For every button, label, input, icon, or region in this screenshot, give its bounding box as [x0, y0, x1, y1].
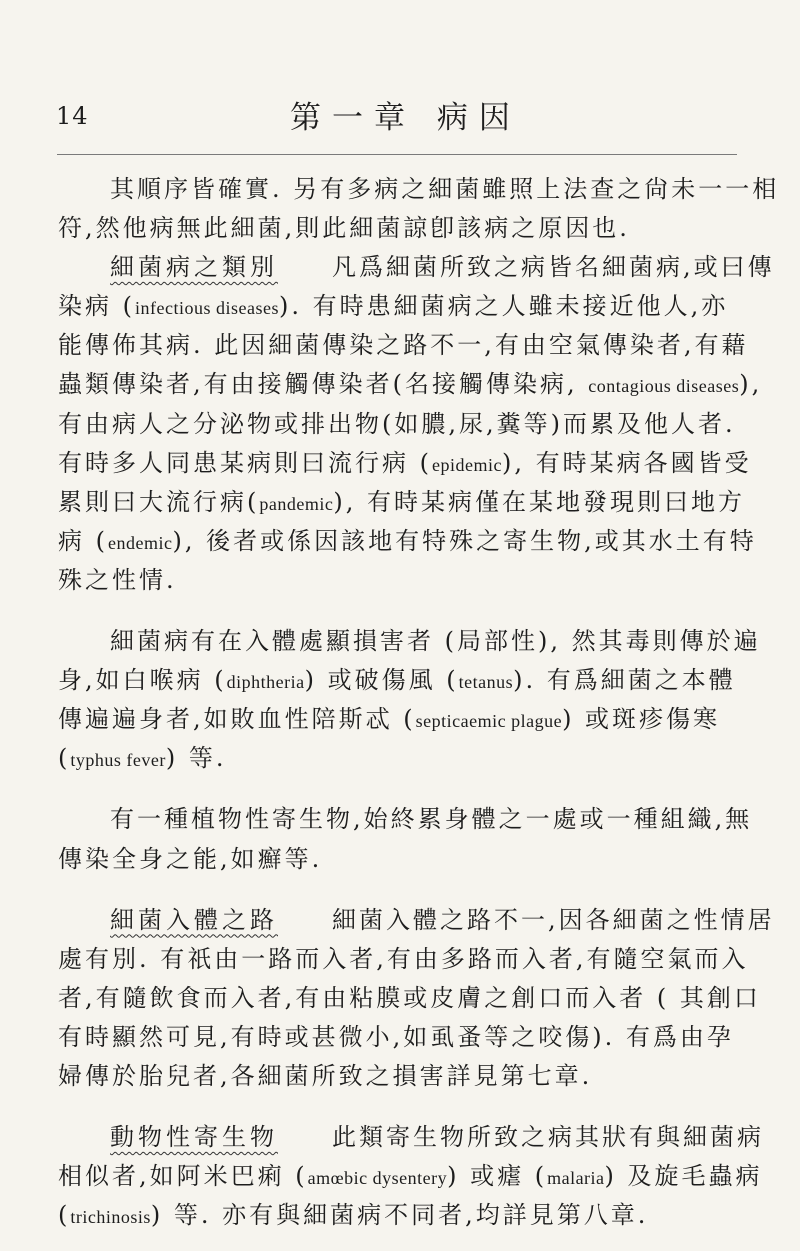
latin-term: typhus fever [70, 750, 166, 771]
latin-term: amœbic dysentery [307, 1168, 448, 1189]
text-line [58, 739, 748, 778]
text-line [58, 940, 748, 979]
paragraph-gap [58, 1096, 748, 1118]
text-line [58, 1018, 748, 1057]
text-line [58, 1196, 748, 1235]
latin-term: pandemic [259, 493, 334, 514]
text-line [58, 1057, 748, 1096]
text-run: 符,然他病無此細菌,則此細菌諒卽該病之原因也. [58, 214, 630, 243]
text-line [58, 248, 775, 287]
section-heading: 細菌入體之路 [110, 905, 278, 934]
latin-term: diphtheria [226, 672, 305, 693]
text-run: 此類寄生物所致之病其狀有與細菌病 [332, 1123, 764, 1152]
text-run: ), 有時某病各國皆受 [501, 448, 752, 477]
paragraph-gap [58, 879, 748, 901]
latin-term: septicaemic plague [415, 711, 563, 732]
text-run: 細菌入體之路不一,因各細菌之性情居 [332, 905, 775, 934]
section-heading: 細菌病之類別 [110, 253, 278, 282]
text-run: 有由病人之分泌物或排出物(如膿,尿,糞等)而累及他人者. [58, 409, 736, 438]
text-run: 殊之性情. [58, 565, 177, 594]
text-line [58, 622, 761, 661]
text-run: 有一種植物性寄生物,始終累身體之一處或一種組織,無 [110, 805, 753, 834]
text-run: 凡爲細菌所致之病皆名細菌病,或曰傳 [332, 253, 775, 282]
text-run: ) 及旋毛蟲病 [604, 1162, 763, 1191]
text-line [58, 1118, 764, 1157]
paragraph [58, 622, 761, 778]
text-run: 婦傳於胎兒者,各細菌所致之損害詳見第七章. [58, 1061, 593, 1090]
text-run: 身,如白喉病 ( [58, 666, 227, 695]
text-line [58, 979, 761, 1018]
text-run: ), 有時某病僅在某地發現則曰地方 [333, 487, 745, 516]
latin-term: epidemic [432, 454, 502, 475]
latin-term: tetanus [458, 672, 514, 693]
text-line [58, 661, 748, 700]
paragraph [58, 800, 753, 878]
text-line [58, 483, 748, 522]
chapter-title: 第一章 病因 [290, 100, 521, 136]
text-run: 能傳佈其病. 此因細菌傳染之路不一,有由空氣傳染者,有藉 [58, 331, 749, 360]
text-run: ( [58, 744, 71, 773]
text-run: ), [739, 370, 763, 399]
text-run: 傳遍遍身者,如敗血性陪斯忒 ( [58, 705, 416, 734]
text-line [58, 170, 780, 209]
text-run: ( [58, 1201, 71, 1230]
text-line [58, 561, 748, 600]
text-run: ) 等. [165, 744, 227, 773]
latin-term: infectious diseases [135, 298, 279, 319]
text-line [58, 800, 753, 839]
text-line [58, 365, 763, 404]
text-run: 有時多人同患某病則曰流行病 ( [58, 448, 432, 477]
text-line [58, 840, 748, 879]
text-run: ), 後者或係因該地有特殊之寄生物,或其水土有特 [172, 526, 757, 555]
text-run: ). 有爲細菌之本體 [513, 666, 736, 695]
paragraph-gap [58, 778, 748, 800]
paragraph [58, 170, 780, 248]
text-run: 者,有隨飲食而入者,有由粘膜或皮膚之創口而入者 ( 其創口 [58, 983, 761, 1012]
text-line [58, 287, 748, 326]
text-line [58, 326, 748, 365]
latin-term: trichinosis [70, 1207, 151, 1228]
text-run: 其順序皆確實. 另有多病之細菌雖照上法查之尙未一一相 [110, 175, 780, 203]
text-line [58, 209, 748, 248]
text-run: ) 或斑疹傷寒 [562, 705, 721, 734]
latin-term: contagious diseases [588, 376, 740, 397]
text-run: 染病 ( [58, 292, 135, 321]
section-heading: 動物性寄生物 [110, 1123, 278, 1152]
text-run: 有時顯然可見,有時或甚微小,如虱蚤等之咬傷). 有爲由孕 [58, 1022, 734, 1051]
page-number: 14 [56, 102, 89, 130]
header-rule [57, 154, 737, 155]
text-run: 病 ( [58, 526, 108, 555]
text-line [58, 901, 775, 940]
text-line [58, 522, 757, 561]
paragraph [58, 248, 775, 600]
text-run: 傳染全身之能,如癬等. [58, 844, 323, 873]
text-line [58, 700, 748, 739]
text-run: ). 有時患細菌病之人雖未接近他人,亦 [278, 292, 729, 321]
text-run: ) 或破傷風 ( [304, 666, 459, 695]
text-line [58, 444, 752, 483]
body-text [58, 170, 780, 1235]
latin-term: endemic [108, 532, 173, 553]
text-line [58, 405, 748, 444]
paragraph [58, 901, 775, 1096]
paragraph [58, 1118, 764, 1235]
text-line [58, 1157, 763, 1196]
text-run: ) 或瘧 ( [447, 1162, 548, 1191]
page-header [0, 92, 800, 136]
text-run: ) 等. 亦有與細菌病不同者,均詳見第八章. [150, 1201, 649, 1230]
latin-term: malaria [547, 1168, 605, 1189]
text-run: 相似者,如阿米巴痢 ( [58, 1162, 308, 1191]
text-run: 處有別. 有祇由一路而入者,有由多路而入者,有隨空氣而入 [58, 944, 749, 973]
paragraph-gap [58, 600, 748, 622]
text-run: 累則曰大流行病( [58, 487, 260, 516]
text-run: 細菌病有在入體處顯損害者 (局部性), 然其毒則傳於遍 [110, 627, 761, 656]
text-run: 蟲類傳染者,有由接觸傳染者(名接觸傳染病, [58, 370, 589, 399]
